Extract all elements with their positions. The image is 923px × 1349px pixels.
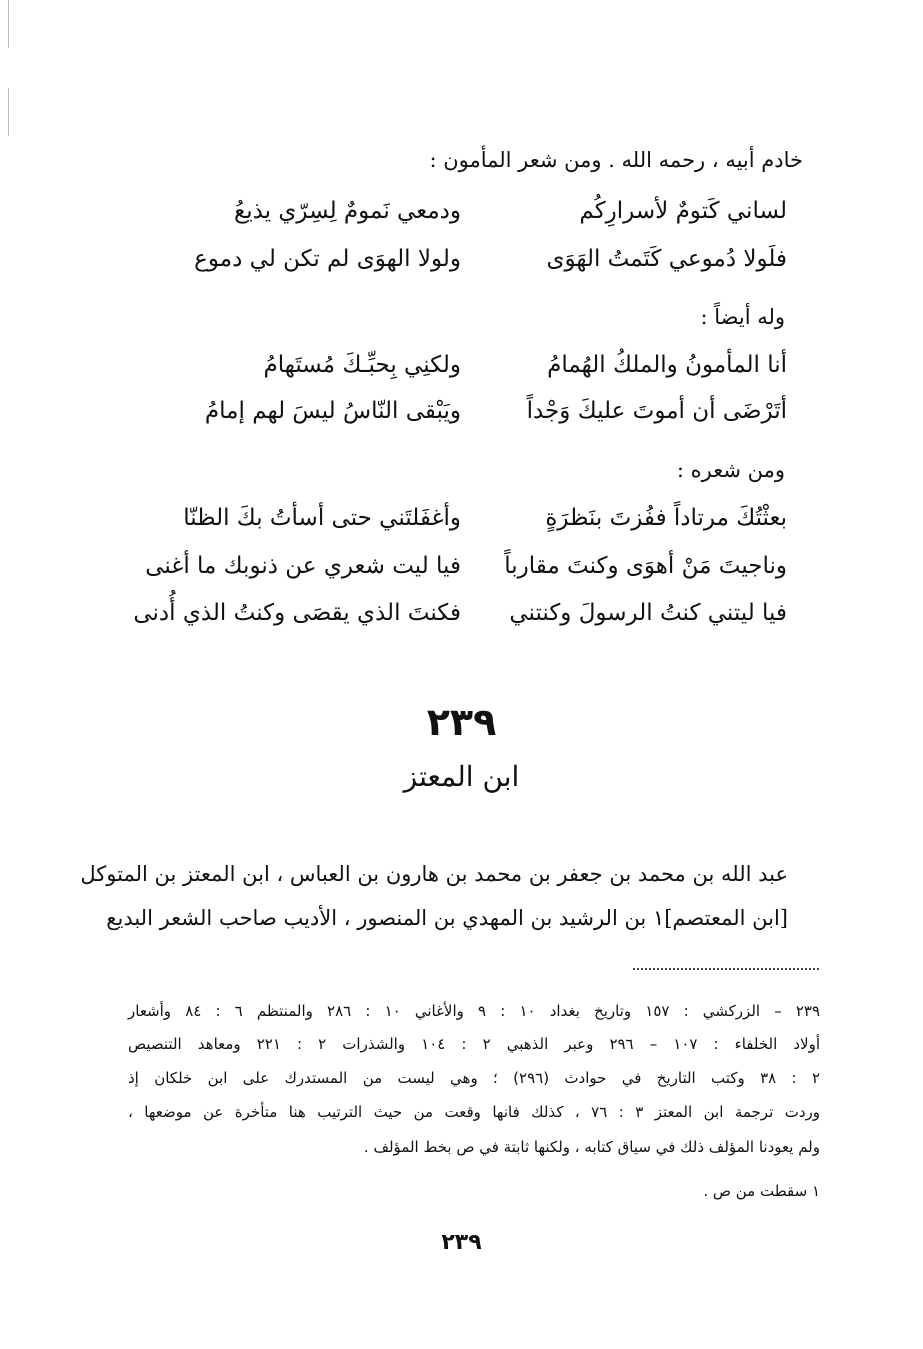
verse-first-hemistich: فيا ليتني كنتُ الرسولَ وكنتني [509,600,787,626]
verse-second-hemistich: فيا ليت شعري عن ذنوبك ما أغنى [145,553,461,579]
verse-first-hemistich: وناجيتَ مَنْ أهوَى وكنتَ مقارباً [504,553,787,579]
verse-second-hemistich: ودمعي نَمومٌ لِسِرّي يذيعُ [233,198,461,224]
body-line-1: عبد الله بن محمد بن جعفر بن محمد بن هارون بن العباس ، ابن المعتز بن المتوكل [80,862,788,886]
poem3-verse-3 [133,600,787,636]
footnote-line-4: وردت ترجمة ابن المعتز ٣ : ٧٦ ، كذلك فانها وقعت من حيث الترتيب هنا متأخرة عن موضعها ، [128,1103,820,1121]
verse-second-hemistich: ولكنِي بِحبِّـكَ مُستَهامُ [263,352,461,378]
verse-second-hemistich: فكنتَ الذي يقصَى وكنتُ الذي أُدنى [133,600,461,626]
scan-margin-line [8,0,9,48]
entry-number: ٢٣٩ [426,700,497,744]
poem2-verse-2 [169,398,787,434]
verse-first-hemistich: أنا المأمونُ والملكُ الهُمامُ [547,352,787,378]
intro-line: خادم أبيه ، رحمه الله . ومن شعر المأمون : [429,148,803,172]
verse-first-hemistich: بعثْتُكَ مرتاداً ففُزتَ بنَظرَةٍ [545,505,787,531]
verse-first-hemistich: فلَولا دُموعي كَتَمتُ الهَوَى [546,246,787,272]
verse-second-hemistich: ولولا الهوَى لم تكن لي دموع [194,246,461,272]
entry-title: ابن المعتز [403,760,520,793]
label-also: وله أيضاً : [700,305,785,329]
verse-first-hemistich: لساني كَتومٌ لأسرارِكُم [579,198,787,224]
poem3-verse-1 [169,505,787,541]
footnote-line-1: ٢٣٩ – الزركشي : ١٥٧ وتاريخ بغداد ١٠ : ٩ والأغاني ١٠ : ٢٨٦ والمنتظم ٦ : ٨٤ وأشعار [128,1002,821,1020]
verse-first-hemistich: أتَرْضَى أن أموتَ عليكَ وَجْداً [526,398,787,424]
poem1-verse-2 [169,246,787,282]
verse-second-hemistich: ويَبْقى النّاسُ ليسَ لهم إمامُ [204,398,461,424]
poem3-verse-2 [145,553,787,589]
poem1-verse-1 [169,198,787,234]
verse-second-hemistich: وأغفَلتَني حتى أسأتُ بكَ الظنّا [183,505,461,531]
page-number: ٢٣٩ [441,1230,482,1255]
body-line-2: [ابن المعتصم]١ بن الرشيد بن المهدي بن المنصور ، الأديب صاحب الشعر البديع [106,906,788,930]
footnote-line-5: ولم يعودنا المؤلف ذلك في سياق كتابه ، ولكنها ثابتة في ص بخط المؤلف . [363,1138,820,1156]
footnote-line-2: أولاد الخلفاء : ١٠٧ – ٢٩٦ وعبر الذهبي ٢ : ١٠٤ والشذرات ٢ : ٢٢١ ومعاهد التنصيص [128,1035,821,1053]
poem2-verse-1 [169,352,787,388]
footnote-separator [633,968,819,970]
footnote-line-3: ٢ : ٣٨ وكتب التاريخ في حوادث (٢٩٦) ؛ وهي ليست من المستدرك على ابن خلكان إذ [128,1069,821,1087]
label-poetry: ومن شعره : [676,458,785,482]
scan-margin-line [8,88,9,136]
footnote-note: ١ سقطت من ص . [703,1182,820,1200]
